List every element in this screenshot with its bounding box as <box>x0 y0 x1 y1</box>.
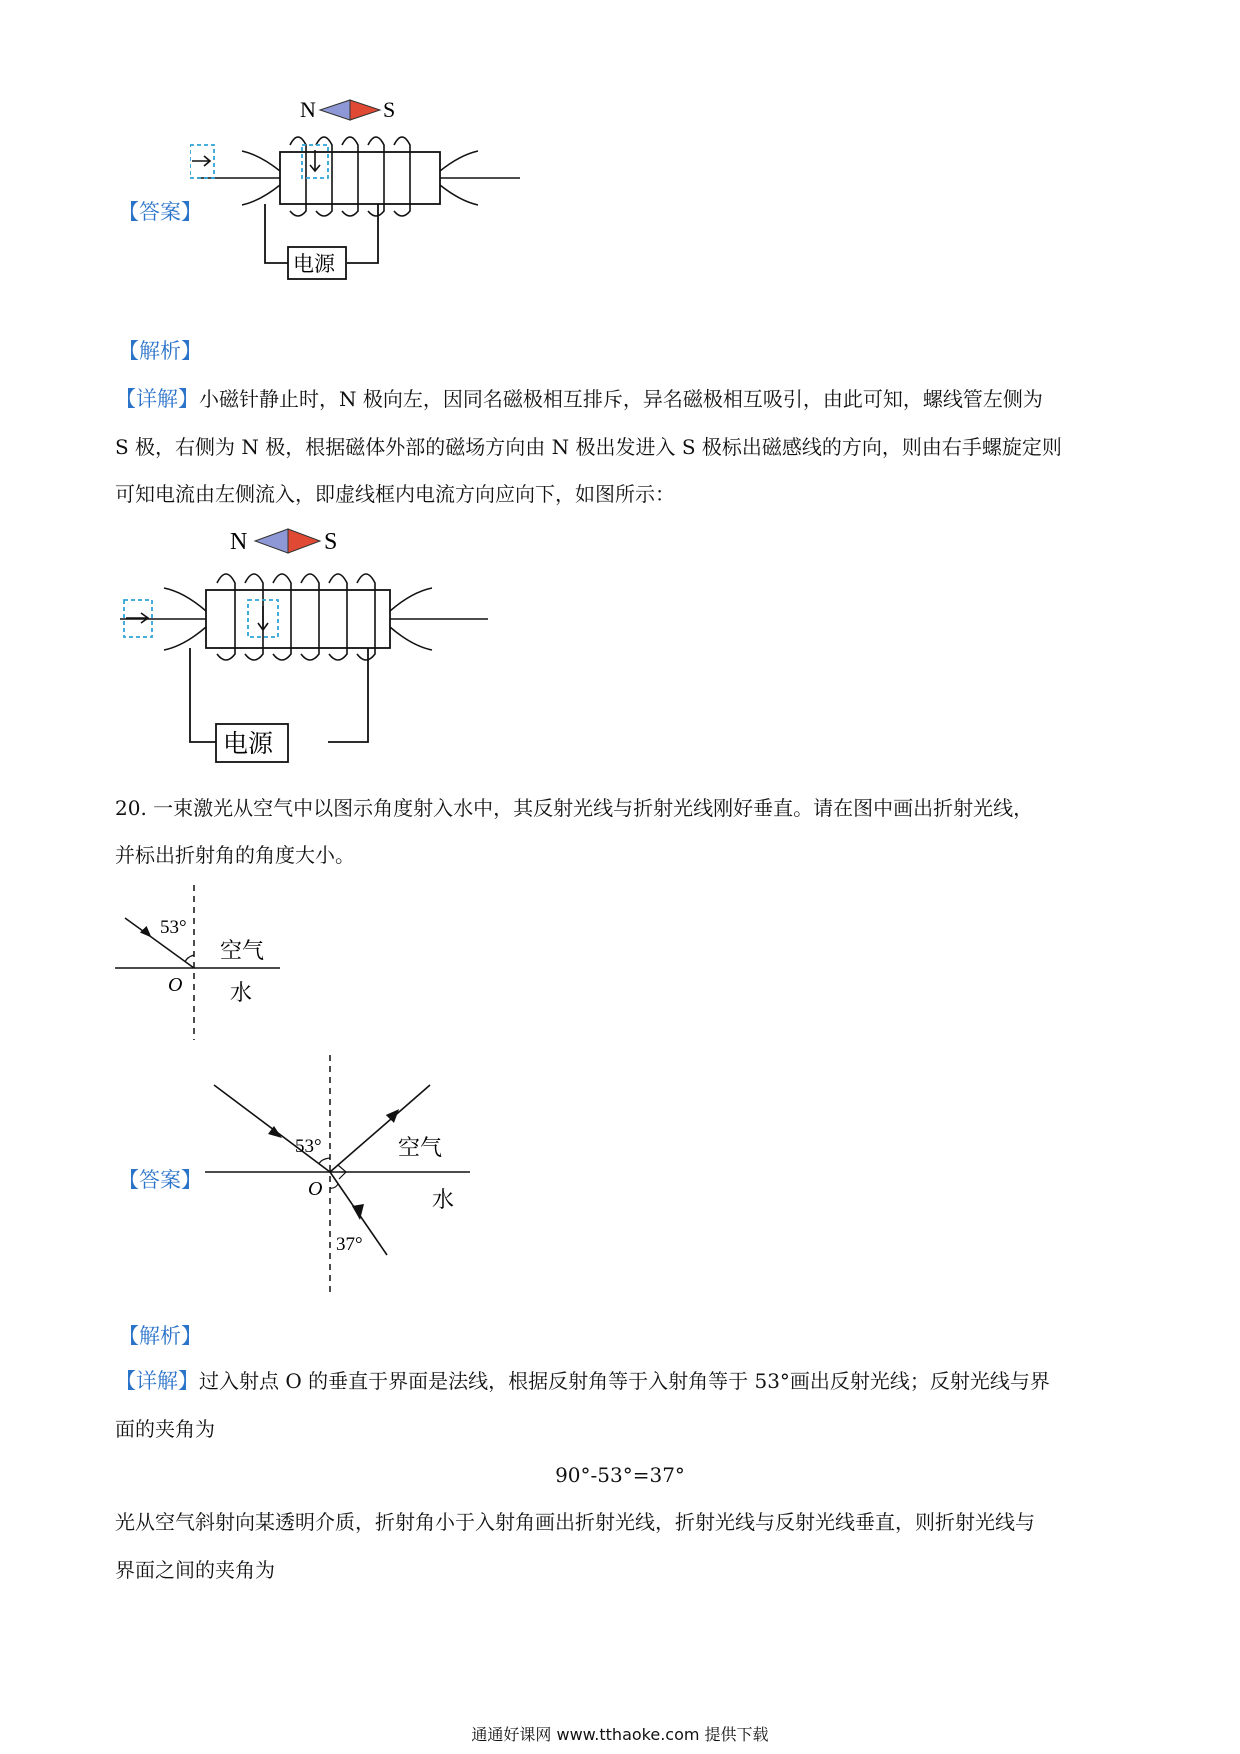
incident-arrow <box>140 925 153 937</box>
solenoid-body <box>206 590 390 648</box>
coil-windings <box>217 574 375 660</box>
needle-n-half <box>255 529 288 553</box>
question-20-line-1: 20. 一束激光从空气中以图示角度射入水中，其反射光线与折射光线刚好垂直。请在图中画出折射光线， <box>115 796 1034 820</box>
arrow-down-current <box>310 150 320 171</box>
angle-label: 53° <box>160 917 187 938</box>
formula: 90°-53°=37° <box>555 1463 685 1487</box>
solenoid-figure-answer <box>190 95 530 310</box>
angle-arc-37 <box>330 1184 338 1188</box>
detail2-line-3: 光从空气斜射向某透明介质，折射角小于入射角画出折射光线，折射光线与反射光线垂直，则折射光线与 <box>115 1510 1035 1534</box>
point-o-label: O <box>308 1178 323 1200</box>
power-source-label: 电源 <box>293 252 335 276</box>
detail-tag: 【详解】 <box>115 387 199 411</box>
detail2-line-2: 面的夹角为 <box>115 1417 215 1441</box>
detail-line-1: 【详解】小磁针静止时，N 极向左，因同名磁极相互排斥，异名磁极相互吸引，由此可知，螺线管左侧为 <box>115 387 1043 411</box>
arrow-left-current <box>126 613 148 623</box>
angle-53-label: 53° <box>295 1136 322 1157</box>
needle-s-label: S <box>324 529 338 555</box>
detail-line-3: 可知电流由左侧流入，即虚线框内电流方向应向下，如图所示： <box>115 482 675 506</box>
refraction-figure-answer <box>200 1050 480 1300</box>
arrow-down-current <box>258 606 268 630</box>
point-o-label: O <box>168 974 183 996</box>
detail-line-2: S 极，右侧为 N 极，根据磁体外部的磁场方向由 N 极出发进入 S 极标出磁感线的方向，则由右手螺旋定则 <box>115 435 1062 459</box>
air-label: 空气 <box>220 938 265 963</box>
power-source-label: 电源 <box>223 731 274 758</box>
needle-s-half <box>288 529 320 553</box>
question-20-line-2: 并标出折射角的角度大小。 <box>115 843 355 867</box>
detail-tag-2: 【详解】 <box>115 1369 199 1393</box>
question-20-figure <box>110 885 285 1045</box>
air-label: 空气 <box>398 1135 443 1160</box>
circuit-wire <box>190 648 216 742</box>
detail2-line-1: 【详解】过入射点 O 的垂直于界面是法线，根据反射角等于入射角等于 53°画出反射光线；反射光线与界 <box>115 1369 1050 1393</box>
needle-s-half <box>350 100 380 120</box>
needle-s-label: S <box>383 97 396 122</box>
solenoid-body <box>280 152 440 204</box>
page-footer: 通通好课网 www.tthaoke.com 提供下载 <box>471 1725 769 1744</box>
circuit-wire-right <box>347 204 378 263</box>
water-label: 水 <box>230 980 253 1005</box>
circuit-wire <box>265 204 288 263</box>
analysis-tag-2: 【解析】 <box>118 1324 202 1348</box>
answer-tag-2: 【答案】 <box>118 1168 202 1192</box>
arrow-left-current <box>192 156 210 166</box>
analysis-tag: 【解析】 <box>118 339 202 363</box>
angle-arc <box>185 955 194 962</box>
needle-n-half <box>320 100 350 120</box>
needle-n-label: N <box>300 97 316 122</box>
incident-ray <box>214 1085 330 1172</box>
angle-arc-53 <box>319 1158 330 1164</box>
answer-tag: 【答案】 <box>118 200 202 224</box>
angle-37-label: 37° <box>336 1234 363 1255</box>
needle-n-label: N <box>230 529 248 555</box>
circuit-wire-right <box>328 648 368 742</box>
water-label: 水 <box>432 1187 455 1212</box>
solenoid-figure-detail <box>120 520 490 765</box>
detail2-line-4: 界面之间的夹角为 <box>115 1558 275 1582</box>
